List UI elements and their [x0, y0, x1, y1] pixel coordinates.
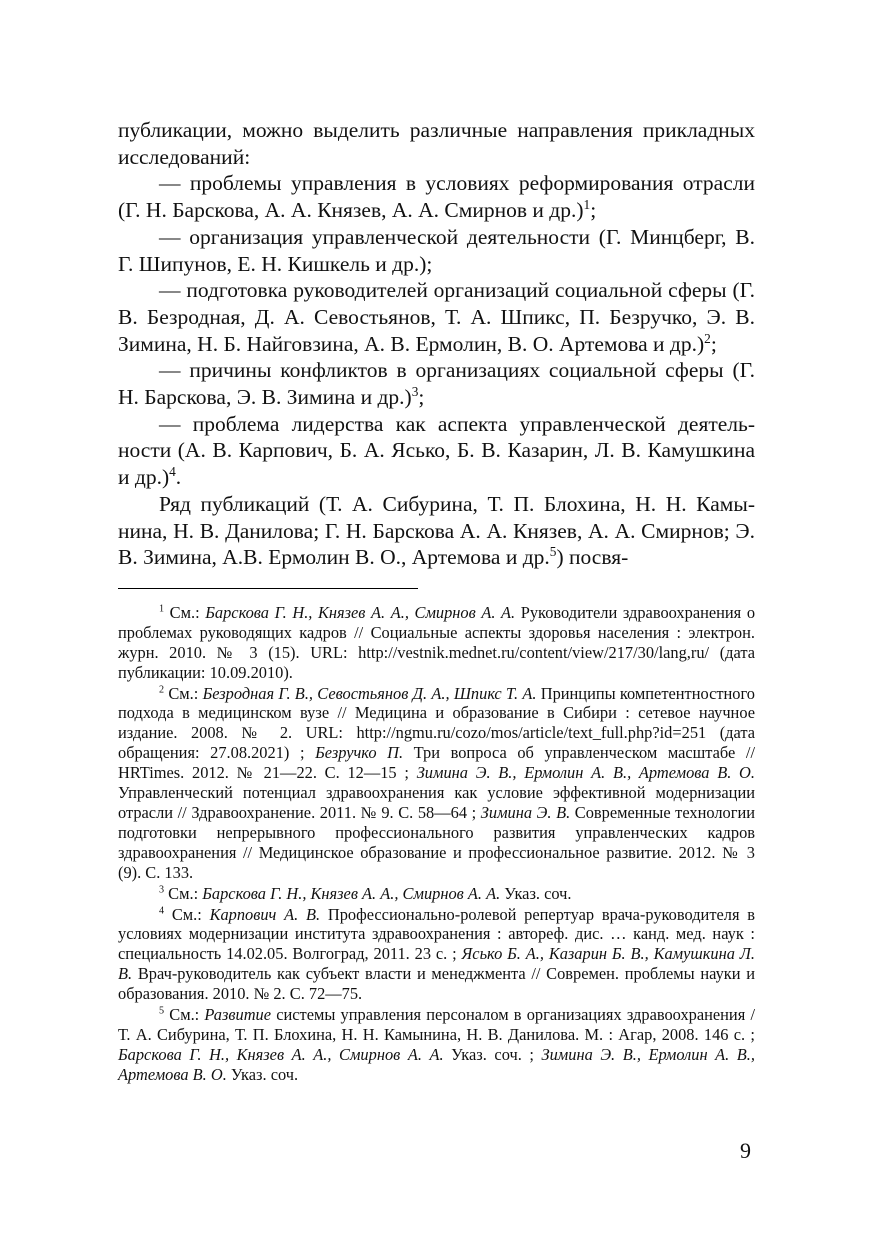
footnote-authors: Карпович А. В. [209, 904, 321, 924]
footnote-number: 4 [159, 905, 165, 917]
main-text [118, 117, 755, 571]
footnote-number: 5 [159, 1005, 165, 1017]
footnote-authors: Барскова Г. Н., Князев А. А., Смирнов А. А. [202, 883, 501, 903]
footnote-4 [118, 905, 755, 1005]
footnote-divider [118, 588, 418, 589]
footnote-text: Управленческий потенциал здравоохранения как условие эффективной модернизации отрасли // Здравоохранение. 2011. № 9. С. 58—64 ; [118, 783, 755, 823]
list-item-end: . [175, 465, 182, 490]
list-item-text: — организация управленческой деятельности (Г. Минцберг, В. Г. Шипунов, Е. Н. Кишкель и др.); [118, 224, 755, 276]
footnote-text: системы управления персоналом в организациях здравоохранения / Т. А. Сибурина, Т. П. Блохина, Н. Н. Камынина, Н. В. Данилова. М. : Агар, 2008. 146 с. ; [118, 1005, 755, 1044]
footnote-prefix: См.: [164, 904, 210, 924]
footnote-text: Три вопроса об управленческом масштабе // HRTimes. 2012. № 21—22. С. 12—15 ; [118, 743, 756, 783]
footnote-1 [118, 603, 755, 683]
footnote-ref: 5 [549, 544, 557, 560]
list-item-end: ; [590, 198, 597, 223]
footnote-text: Руководители здравоохранения о проблемах руководящих кадров // Социальные аспекты здоровья населения : электрон. журн. 2010. № 3 (15). URL: http://vestnik.mednet.ru/content/view/217/30/lang,ru/ (дата публикации: 10.09.2010). [118, 602, 756, 682]
footnote-authors: Безродная Г. В., Севостьянов Д. А., Шпикс Т. А. [202, 683, 537, 703]
footnote-prefix: См.: [164, 602, 206, 622]
footnote-text: Современные технологии подготовки непрерывного профессионального развития управленческих кадров здравоохранения // Медицинское образование и профессиональное развитие. 2012. № 3 (9). С. 133. [118, 803, 755, 882]
list-item [118, 357, 755, 410]
footnote-prefix: См.: [164, 883, 203, 903]
list-item [118, 277, 755, 357]
list-item [118, 411, 755, 491]
list-item-text: — подготовка руководителей организаций социальной сферы (Г. В. Безродная, Д. А. Севостьянов, Т. А. Шпикс, П. Безручко, Э. В. Зимина, Н. Б. Найговзина, А. В. Ермолин, В. О. Артемова и др.) [118, 278, 755, 356]
paragraph-intro: публикации, можно выделить различные направления прикладных исследований: [118, 118, 755, 169]
footnote-authors: Барскова Г. Н., Князев А. А., Смирнов А. А. [118, 1044, 444, 1064]
footnotes [118, 603, 755, 1085]
footnote-number: 3 [159, 884, 165, 896]
list-item [118, 170, 755, 223]
footnote-text: Указ. соч. [500, 883, 572, 903]
footnote-authors: Развитие [204, 1005, 272, 1025]
footnote-authors: Ясько Б. А., Казарин Б. В., Камушкина Л. В. [118, 944, 755, 984]
list-item-end: ; [418, 385, 425, 410]
footnote-text: Профессионально-ролевой репертуар врача-руководителя в условиях модернизации института здравоохранения : автореф. дис. … канд. мед. наук : специальность 14.02.05. Волгоград, 2011. 23 с. ; [118, 904, 755, 964]
footnote-prefix: См.: [164, 683, 203, 703]
list-item-text: — причины конфликтов в организациях социальной сферы (Г. Н. Барскова, Э. В. Зимина и др.) [118, 358, 755, 410]
footnote-authors: Безручко П. [315, 743, 404, 763]
footnote-authors: Зимина Э. В., Ермолин А. В., Артемова В. О. [416, 763, 755, 783]
footnote-ref: 4 [169, 463, 176, 479]
list-item [118, 224, 755, 277]
footnote-text: Указ. соч. [226, 1064, 299, 1084]
footnote-ref: 1 [583, 196, 591, 212]
footnote-ref: 2 [704, 330, 711, 346]
list-item-end: ; [710, 331, 717, 356]
footnote-text: Указ. соч. ; [443, 1044, 542, 1064]
footnote-text: Врач-руководитель как субъект власти и менеджмента // Современ. проблемы науки и образования. 2010. № 2. С. 72—75. [118, 964, 755, 1004]
list-item-text: — проблемы управления в условиях реформирования отрасли (Г. Н. Барскова, А. А. Князев, А. А. Смирнов и др.) [118, 171, 755, 223]
footnote-authors: Зимина Э. В. [480, 803, 571, 823]
footnote-2 [118, 684, 755, 883]
list-item-text: — проблема лидерства как аспекта управленческой деятельности (А. В. Карпович, Б. А. Ясько, Б. В. Казарин, Л. В. Камушкина и др.) [118, 411, 755, 490]
footnote-prefix: См.: [164, 1005, 205, 1025]
footnote-5 [118, 1005, 755, 1085]
footnote-number: 2 [159, 684, 165, 696]
paragraph-publications [118, 491, 755, 571]
footnote-text: Принципы компетентностного подхода в медицинском вузе // Медицина и образование в Сибири : сетевое научное издание. 2008. № 2. URL: http://ngmu.ru/cozo/mos/article/text_full.php?id=251 (дата обращения: 27.08.2021) ; [118, 683, 755, 763]
footnote-ref: 3 [411, 383, 419, 399]
paragraph-end: ) посвя- [556, 545, 629, 570]
footnote-3 [118, 884, 755, 904]
page-body [118, 117, 755, 1085]
footnote-authors: Барскова Г. Н., Князев А. А., Смирнов А. А. [205, 602, 516, 622]
footnote-number: 1 [159, 603, 165, 615]
footnote-authors: Зимина Э. В., Ермолин А. В., Артемова В. О. [118, 1044, 756, 1084]
paragraph-text: Ряд публикаций (Т. А. Сибурина, Т. П. Блохина, Н. Н. Камынина, Н. В. Данилова; Г. Н. Барскова А. А. Князев, А. А. Смирнов; Э. В. Зимина, А.В. Ермолин В. О., Артемова и др. [118, 491, 755, 570]
page-number: 9 [740, 1138, 751, 1163]
